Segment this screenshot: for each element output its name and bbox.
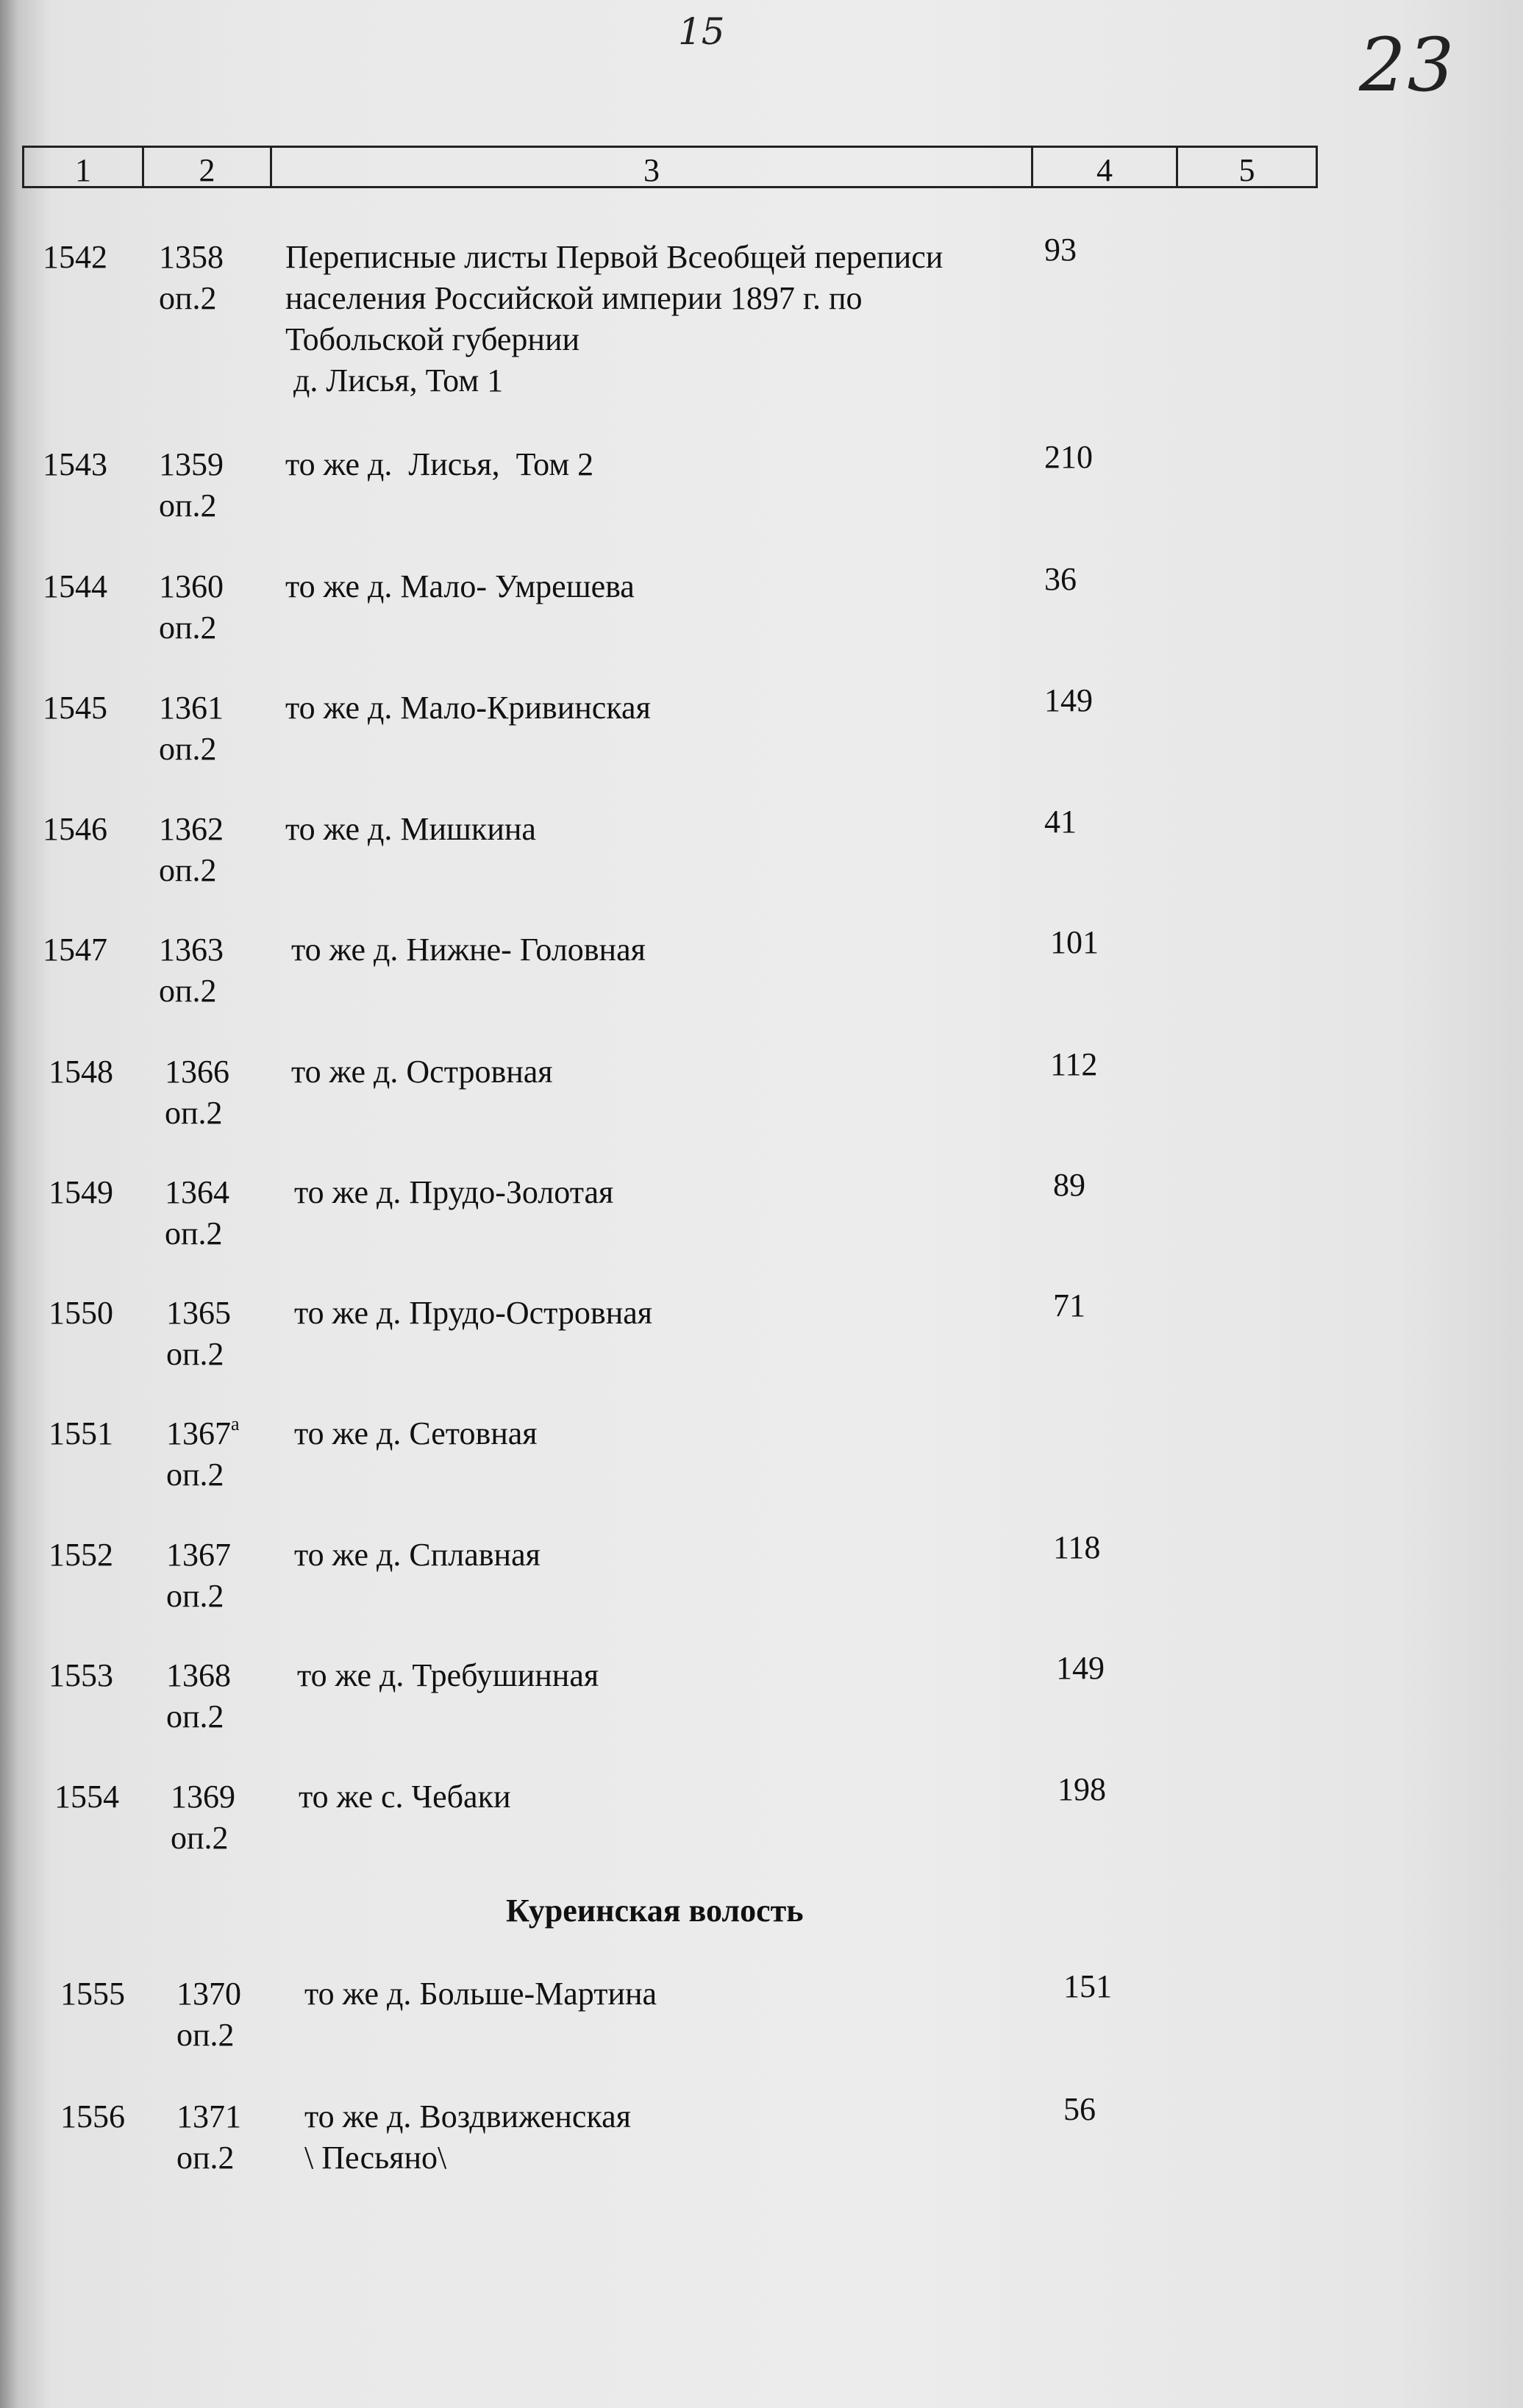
opis-label: оп.2: [176, 2017, 235, 2053]
opis-label: оп.2: [159, 731, 217, 767]
description-line: то же д. Мишкина: [285, 811, 536, 847]
fond-number: 1361: [159, 690, 224, 726]
opis-label: оп.2: [165, 1095, 223, 1131]
row-number: 1555: [60, 1976, 125, 2012]
header-col-3: 3: [272, 148, 1033, 186]
fond-number: 1369: [171, 1779, 235, 1815]
fond-number: 1358: [159, 239, 224, 275]
opis-label: оп.2: [159, 852, 217, 888]
description-line: то же д. Мало- Умрешева: [285, 568, 635, 604]
description-cell: [285, 566, 1021, 607]
page-number-handwritten: 15: [678, 10, 725, 53]
opis-label: оп.2: [166, 1578, 224, 1614]
sheet-count: 71: [1053, 1287, 1085, 1323]
row-number: 1551: [49, 1415, 113, 1451]
row-number: 1549: [49, 1174, 113, 1210]
sheet-number-handwritten: 23: [1359, 22, 1456, 108]
row-number: 1548: [49, 1054, 113, 1090]
description-line: то же д. Мало-Кривинская: [285, 690, 651, 726]
sheet-count: 93: [1044, 232, 1077, 268]
description-line: населения Российской империи 1897 г. по: [285, 280, 863, 316]
description-cell: [291, 929, 1027, 971]
fond-number: 1359: [159, 446, 224, 482]
fond-number: 1371: [176, 2098, 241, 2134]
fond-number: 1367: [166, 1537, 231, 1573]
description-cell: [291, 1051, 1027, 1093]
opis-label: оп.2: [159, 973, 217, 1009]
description-cell: [304, 1973, 1040, 2015]
header-col-5: 5: [1238, 151, 1255, 188]
description-line: то же д. Островная: [291, 1054, 553, 1090]
sheet-count: 41: [1044, 804, 1077, 840]
description-cell: [299, 1776, 1034, 1818]
description-cell: [285, 444, 1021, 485]
header-col-2: 2: [144, 148, 272, 186]
fond-cell: [159, 237, 224, 319]
description-line: то же д. Прудо-Золотая: [294, 1174, 614, 1210]
description-line: то же д. Воздвиженская: [304, 2098, 631, 2134]
opis-label: оп.2: [166, 1698, 224, 1734]
row-number: 1544: [43, 568, 107, 604]
sheet-count: 89: [1053, 1167, 1085, 1203]
row-number: 1545: [43, 690, 107, 726]
fond-cell: [176, 2096, 241, 2179]
description-cell: [294, 1535, 1030, 1576]
table-header: [22, 146, 1318, 188]
fond-cell: [159, 929, 224, 1012]
row-number: 1556: [60, 2098, 125, 2134]
fond-number: 1366: [165, 1054, 229, 1090]
fond-cell: [171, 1776, 235, 1859]
description-line: то же д. Прудо-Островная: [294, 1295, 653, 1331]
sheet-count: 56: [1063, 2091, 1096, 2127]
sheet-count: 36: [1044, 561, 1077, 597]
description-cell: [285, 237, 1021, 401]
row-number: 1546: [43, 811, 107, 847]
description-line: то же д. Требушинная: [297, 1657, 599, 1693]
header-col-4: 4: [1033, 148, 1178, 186]
header-col-1: 1: [24, 148, 144, 186]
fond-cell: [165, 1051, 229, 1134]
fond-cell: [159, 809, 224, 891]
fond-number: 1360: [159, 568, 224, 604]
sheet-count: 210: [1044, 439, 1093, 475]
opis-label: оп.2: [176, 2140, 235, 2176]
description-line: то же д. Сетовная: [294, 1415, 538, 1451]
fond-cell: [159, 687, 224, 770]
description-line: то же д. Нижне- Головная: [291, 932, 646, 968]
row-number: 1543: [43, 446, 107, 482]
sheet-count: 112: [1050, 1046, 1098, 1082]
sheet-count: 118: [1053, 1529, 1101, 1565]
fond-cell: [159, 444, 224, 526]
sheet-count: 149: [1056, 1650, 1105, 1686]
opis-label: оп.2: [159, 280, 217, 316]
sheet-count: 149: [1044, 682, 1093, 718]
sheet-count: 101: [1050, 924, 1099, 960]
description-line: Тобольской губернии: [285, 321, 580, 357]
fond-number: 1367: [166, 1415, 231, 1451]
fond-cell: [165, 1172, 229, 1254]
description-line: Переписные листы Первой Всеобщей переписи: [285, 239, 944, 275]
description-cell: [285, 687, 1021, 729]
description-cell: [285, 809, 1021, 850]
opis-label: оп.2: [165, 1215, 223, 1251]
fond-number: 1363: [159, 932, 224, 968]
fond-number: 1368: [166, 1657, 231, 1693]
opis-label: оп.2: [159, 610, 217, 646]
row-number: 1553: [49, 1657, 113, 1693]
row-number: 1547: [43, 932, 107, 968]
description-cell: [297, 1655, 1032, 1696]
opis-label: оп.2: [166, 1336, 224, 1372]
opis-label: оп.2: [171, 1820, 229, 1856]
fond-cell: [166, 1413, 240, 1496]
description-cell: [294, 1293, 1030, 1334]
fond-superscript: а: [231, 1413, 240, 1435]
fond-cell: [166, 1293, 231, 1375]
fond-cell: [159, 566, 224, 649]
fond-cell: [166, 1535, 231, 1617]
description-line: \ Песьяно\: [304, 2140, 447, 2176]
sheet-count: 151: [1063, 1968, 1112, 2004]
description-line: то же д. Больше-Мартина: [304, 1976, 657, 2012]
opis-label: оп.2: [166, 1457, 224, 1493]
row-number: 1550: [49, 1295, 113, 1331]
description-line: то же с. Чебаки: [299, 1779, 511, 1815]
sheet-count: 198: [1057, 1771, 1106, 1807]
row-number: 1554: [54, 1779, 119, 1815]
fond-number: 1364: [165, 1174, 229, 1210]
description-line: то же д. Сплавная: [294, 1537, 541, 1573]
opis-label: оп.2: [159, 487, 217, 524]
fond-number: 1362: [159, 811, 224, 847]
description-cell: [294, 1172, 1030, 1213]
section-title: Куреинская волость: [506, 1893, 804, 1929]
fond-number: 1365: [166, 1295, 231, 1331]
description-line: то же д. Лисья, Том 2: [285, 446, 594, 482]
fond-number: 1370: [176, 1976, 241, 2012]
fond-cell: [176, 1973, 241, 2056]
description-cell: [294, 1413, 1030, 1454]
description-cell: [304, 2096, 1040, 2179]
description-line: д. Лисья, Том 1: [285, 362, 504, 399]
fond-cell: [166, 1655, 231, 1737]
row-number: 1552: [49, 1537, 113, 1573]
row-number: 1542: [43, 239, 107, 275]
